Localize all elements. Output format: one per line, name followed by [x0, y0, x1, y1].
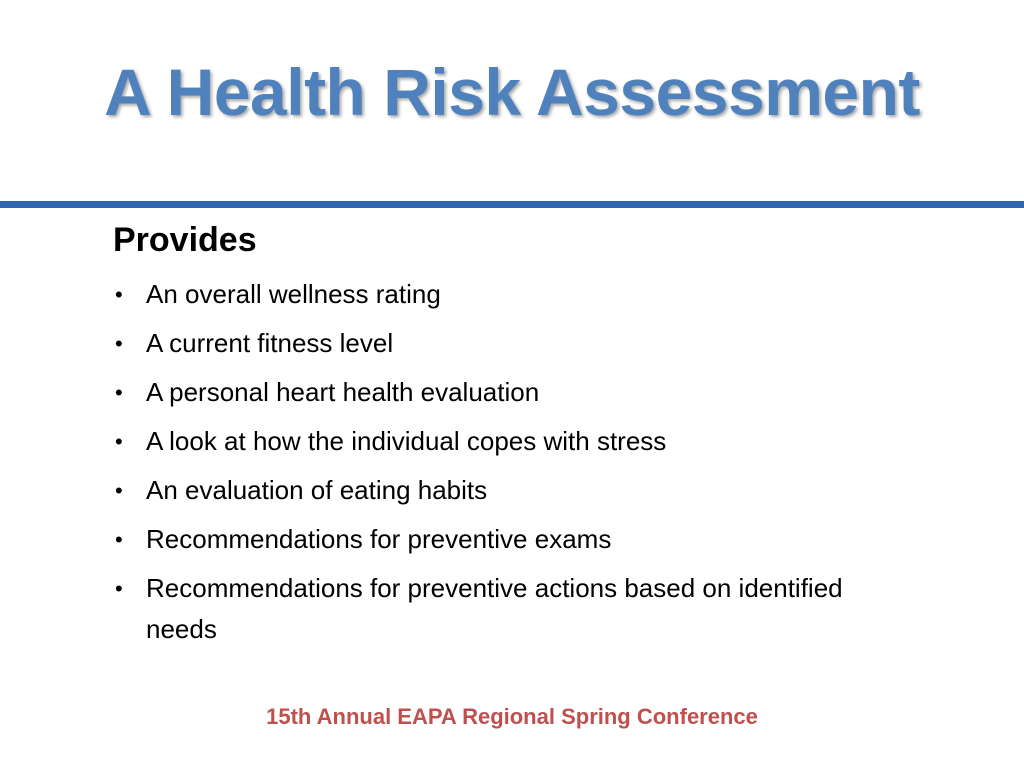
bullet-icon: •: [115, 331, 123, 356]
bullet-list: [113, 274, 873, 658]
bullet-icon: •: [115, 576, 123, 601]
bullet-item: [113, 274, 873, 315]
bullet-item: [113, 519, 873, 560]
bullet-text: Recommendations for preventive exams: [146, 524, 612, 554]
title-divider: [0, 201, 1024, 208]
bullet-item: [113, 421, 873, 462]
conference-footer: 15th Annual EAPA Regional Spring Conference: [266, 704, 758, 729]
bullet-text: A personal heart health evaluation: [146, 377, 540, 407]
bullet-item: [113, 323, 873, 364]
bullet-icon: •: [115, 429, 123, 454]
bullet-item: [113, 372, 873, 413]
section-subheading: Provides: [113, 221, 257, 259]
bullet-text: An evaluation of eating habits: [146, 475, 488, 505]
bullet-text: A current fitness level: [146, 328, 394, 358]
slide-title: A Health Risk Assessment: [104, 55, 920, 129]
bullet-item: [113, 568, 873, 650]
bullet-item: [113, 470, 873, 511]
bullet-text: A look at how the individual copes with stress: [146, 426, 667, 456]
bullet-icon: •: [115, 478, 123, 503]
bullet-icon: •: [115, 380, 123, 405]
bullet-text: Recommendations for preventive actions based on identified needs: [146, 573, 843, 644]
bullet-text: An overall wellness rating: [146, 279, 441, 309]
bullet-icon: •: [115, 527, 123, 552]
bullet-icon: •: [115, 282, 123, 307]
